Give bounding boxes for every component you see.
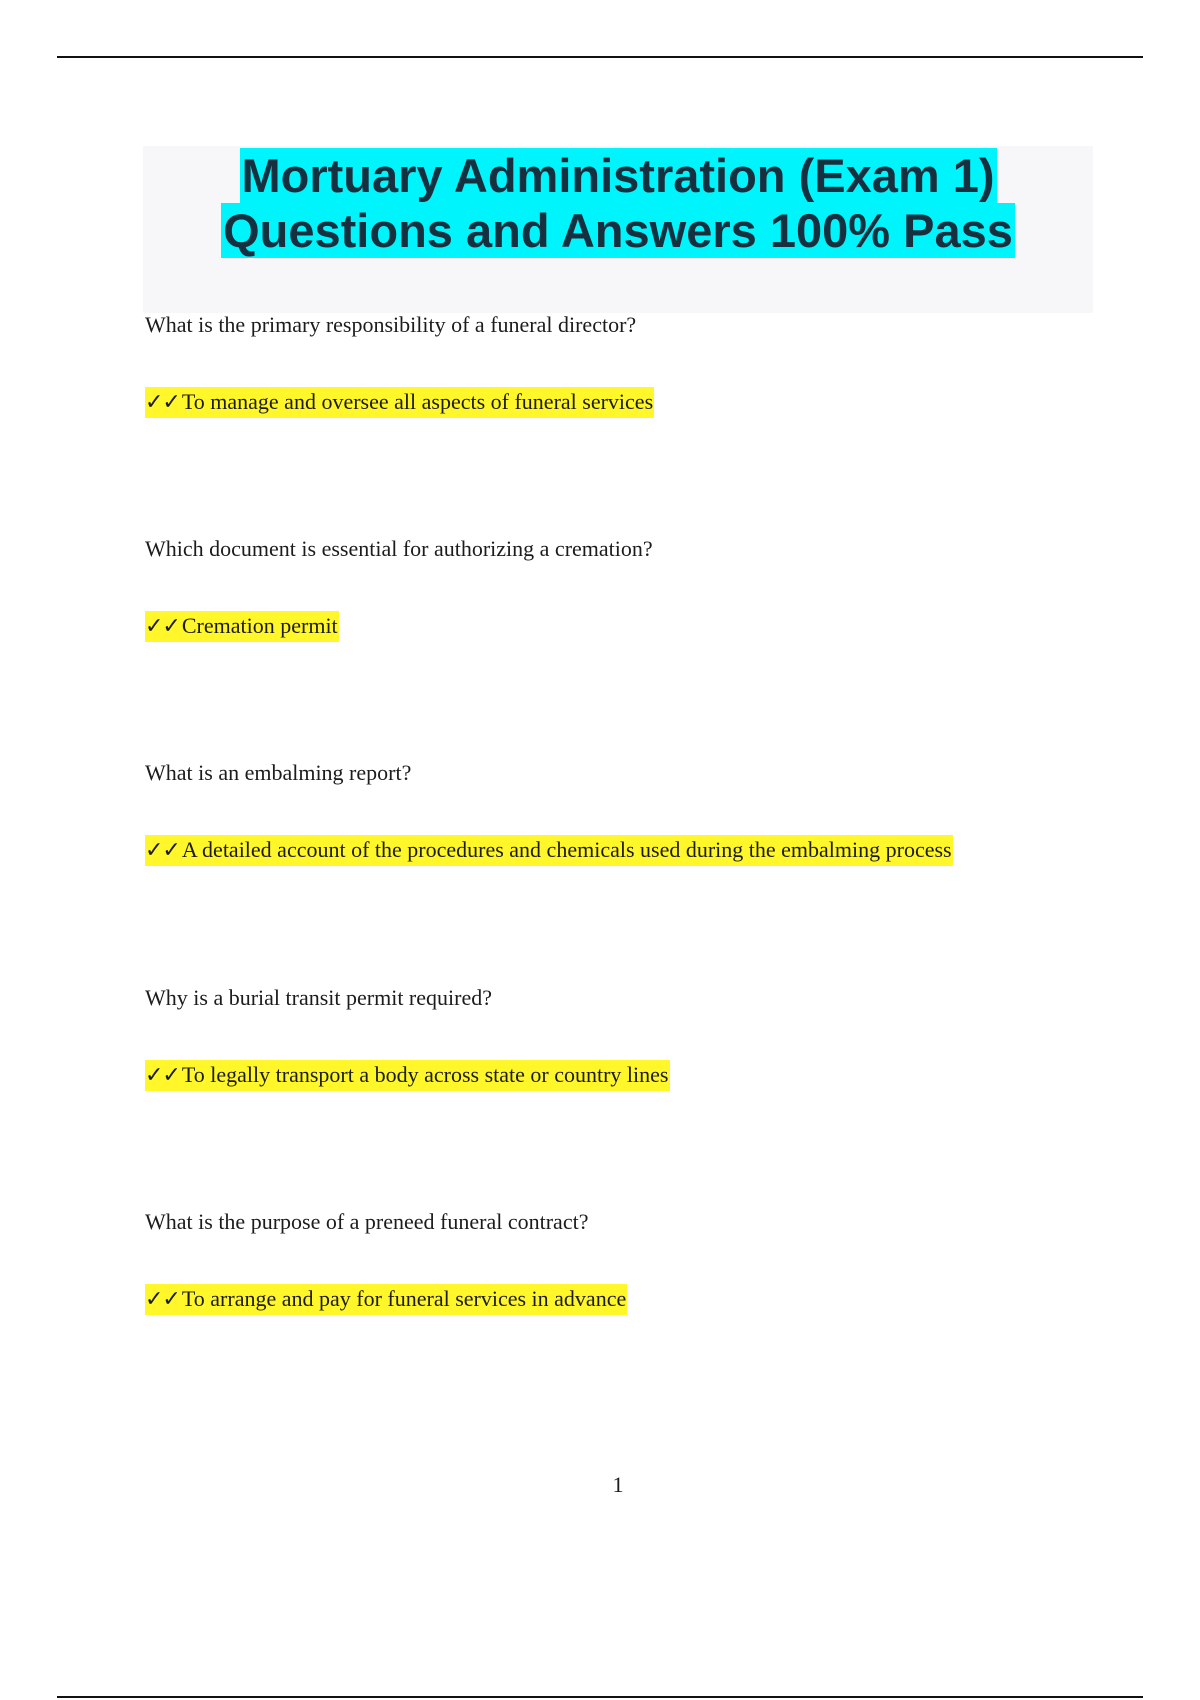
footer-rule <box>57 1696 1143 1698</box>
double-check-icon: ✓✓ <box>145 614 180 639</box>
question-text: What is the primary responsibility of a funeral director? <box>145 312 637 337</box>
answer-highlight <box>145 1060 670 1091</box>
answer-text: To arrange and pay for funeral services in advance <box>181 1286 627 1311</box>
double-check-icon: ✓✓ <box>145 390 180 415</box>
double-check-icon: ✓✓ <box>145 1063 180 1088</box>
answer-highlight <box>145 387 654 418</box>
double-check-icon: ✓✓ <box>145 1287 180 1312</box>
double-check-icon: ✓✓ <box>145 838 180 863</box>
qa-item-3 <box>145 759 1085 866</box>
question-text: Which document is essential for authorizing a cremation? <box>145 536 653 561</box>
document-title-line-1: Mortuary Administration (Exam 1) <box>241 149 995 202</box>
qa-item-5 <box>145 1208 1085 1315</box>
title-block <box>143 146 1093 313</box>
qa-item-1 <box>145 311 1085 418</box>
question-text: Why is a burial transit permit required? <box>145 985 492 1010</box>
question-text: What is the purpose of a preneed funeral contract? <box>145 1209 589 1234</box>
answer-highlight <box>145 1284 627 1315</box>
answer-text: To legally transport a body across state or country lines <box>181 1062 669 1087</box>
page-number: 1 <box>612 1472 624 1497</box>
question-text: What is an embalming report? <box>145 760 412 785</box>
document-title-line-2: Questions and Answers 100% Pass <box>223 204 1013 257</box>
header-rule <box>57 56 1143 58</box>
qa-item-4 <box>145 984 1085 1091</box>
answer-text: To manage and oversee all aspects of funeral services <box>181 389 654 414</box>
answer-highlight <box>145 611 339 642</box>
answer-highlight <box>145 835 953 866</box>
qa-item-2 <box>145 535 1085 642</box>
answer-text: A detailed account of the procedures and chemicals used during the embalming process <box>181 837 952 862</box>
answer-text: Cremation permit <box>181 613 338 638</box>
